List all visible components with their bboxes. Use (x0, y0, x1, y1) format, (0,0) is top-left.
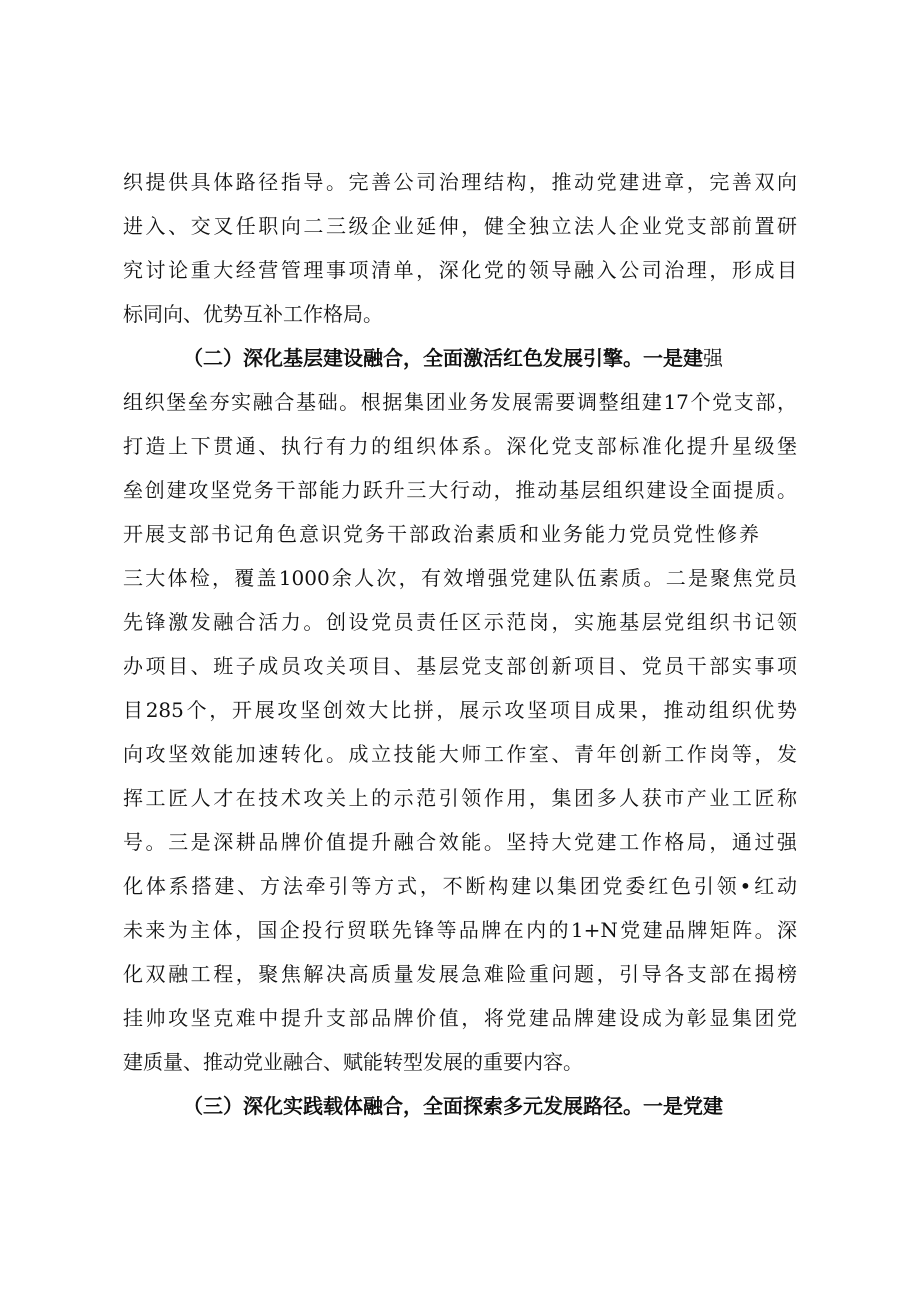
section-2-line-13: 未来为主体，国企投行贸联先锋等品牌在内的1+N党建品牌矩阵。深 (123, 918, 797, 942)
section-2-line-7: 办项目、班子成员攻关项目、基层党支部创新项目、党员干部实事项 (123, 654, 797, 678)
section-2-heading-line (183, 342, 797, 374)
section-2-line-11: 号。三是深耕品牌价值提升融合效能。坚持大党建工作格局，通过强 (123, 830, 797, 854)
section-2-line-3: 垒创建攻坚党务干部能力跃升三大行动，推动基层组织建设全面提质。 (123, 478, 797, 502)
section-2-line-5: 三大体检，覆盖1000余人次，有效增强党建队伍素质。二是聚焦党员 (123, 566, 797, 590)
section-2-line-6: 先锋激发融合活力。创设党员责任区示范岗，实施基层党组织书记领 (123, 610, 797, 634)
paragraph-1-line-4: 标同向、优势互补工作格局。 (123, 302, 383, 326)
section-2-line-16: 建质量、推动党业融合、赋能转型发展的重要内容。 (123, 1050, 583, 1074)
section-2-line-2: 打造上下贯通、执行有力的组织体系。深化党支部标准化提升星级堡 (123, 434, 797, 458)
paragraph-1-line-2: 进入、交叉任职向二三级企业延伸，健全独立法人企业党支部前置研 (123, 214, 797, 238)
section-2-line-14: 化双融工程，聚焦解决高质量发展急难险重问题，引导各支部在揭榜 (123, 962, 797, 986)
section-2-line-10: 挥工匠人才在技术攻关上的示范引领作用，集团多人获市产业工匠称 (123, 786, 797, 810)
section-2-line-15: 挂帅攻坚克难中提升支部品牌价值，将党建品牌建设成为彰显集团党 (123, 1006, 797, 1030)
section-2-heading-tail: 强 (703, 346, 723, 370)
section-2-line-12: 化体系搭建、方法牵引等方式，不断构建以集团党委红色引领•红动 (123, 874, 797, 898)
section-2-line-9: 向攻坚效能加速转化。成立技能大师工作室、青年创新工作岗等，发 (123, 742, 797, 766)
section-2-line-1: 组织堡垒夯实融合基础。根据集团业务发展需要调整组建17个党支部， (123, 390, 797, 414)
paragraph-1-line-1: 织提供具体路径指导。完善公司治理结构，推动党建进章，完善双向 (123, 170, 797, 194)
section-2-line-8: 目285个，开展攻坚创效大比拼，展示攻坚项目成果，推动组织优势 (123, 698, 797, 722)
section-3-heading: （三）深化实践载体融合，全面探索多元发展路径。一是党建 (183, 1094, 723, 1118)
paragraph-1-line-3: 究讨论重大经营管理事项清单，深化党的领导融入公司治理，形成目 (123, 258, 797, 282)
section-2-line-4: 开展支部书记角色意识党务干部政治素质和业务能力党员党性修养 (123, 522, 759, 546)
section-2-heading: （二）深化基层建设融合，全面激活红色发展引擎。一是建 (183, 346, 703, 370)
